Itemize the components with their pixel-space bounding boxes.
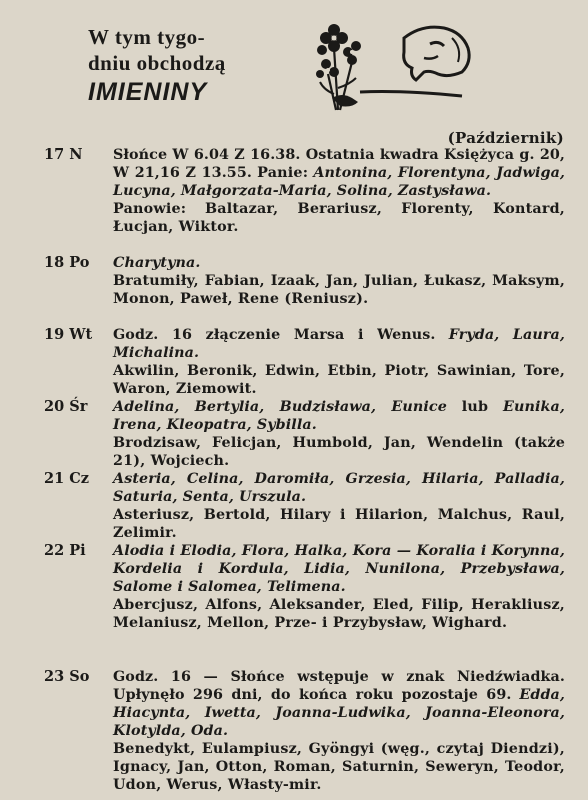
male-names: Abercjusz, Alfons, Aleksander, Eled, Filip, Herakliusz, Melaniusz, Mellon, Prze- i Przybysław, Wighard. — [113, 597, 565, 631]
female-names: Adelina, Bertylia, Budzisława, Eunice — [113, 399, 447, 415]
female-names: Fryda, Laura, Michalina. — [113, 327, 565, 361]
female-names: Asteria, Celina, Daromiła, Grzesia, Hilaria, Palladia, Saturia, Senta, Urszula. — [113, 471, 565, 505]
female-or: lub — [461, 399, 489, 415]
day-label: 22 Pi — [44, 542, 86, 559]
month-label: (Październik) — [447, 129, 564, 147]
day-label: 18 Po — [44, 254, 90, 271]
male-names: Benedykt, Eulampiusz, Gyöngyi (węg., czytaj Diendzi), Ignacy, Jan, Otton, Roman, Saturnin, Seweryn, Teodor, Udon, Werus, Własty-mir. — [113, 741, 565, 793]
female-names: Charytyna. — [113, 255, 201, 271]
female-names: Antonina, Florentyna, Jadwiga, Lucyna, Małgorzata-Maria, Solina, Zastysława. — [113, 165, 566, 199]
male-intro: Panowie: — [113, 201, 187, 217]
day-body — [113, 146, 565, 236]
day-events: Godz. 16 — Słońce wstępuje w znak Niedźwiadka. Upłynęło 296 dni, do końca roku pozostaje 69. — [113, 669, 565, 703]
day-body — [113, 254, 565, 308]
day-label: 19 Wt — [44, 326, 93, 343]
header-line-3: IMIENINY — [88, 78, 208, 106]
male-names: Baltazar, Berariusz, Florenty, Kontard, Łucjan, Wiktor. — [113, 201, 565, 235]
day-body — [113, 326, 565, 398]
header-line-1: W tym tygo- — [88, 25, 206, 49]
day-label: 17 N — [44, 146, 83, 163]
day-label: 23 So — [44, 668, 90, 685]
male-names: Akwilin, Beronik, Edwin, Etbin, Piotr, Sawinian, Tore, Waron, Ziemowit. — [113, 363, 565, 397]
header-line-2: dniu obchodzą — [88, 51, 226, 75]
day-body — [113, 668, 565, 794]
day-label: 21 Cz — [44, 470, 90, 487]
day-body — [113, 398, 565, 470]
day-events: Godz. 16 złączenie Marsa i Wenus. — [113, 327, 436, 343]
female-names: Edda, Hiacynta, Iwetta, Joanna-Ludwika, Joanna-Eleonora, Klotylda, Oda. — [113, 687, 565, 739]
day-body — [113, 470, 565, 542]
day-label: 20 Śr — [44, 398, 88, 415]
day-body — [113, 542, 565, 632]
female-intro: Panie: — [257, 165, 309, 181]
female-names: Alodia i Elodia, Flora, Halka, Kora — Koralia i Korynna, Kordelia i Kordula, Lidia, Nunilona, Przebysława, Salome i Salomea, Telimena. — [113, 543, 565, 595]
male-names: Brodzisaw, Felicjan, Humbold, Jan, Wendelin (także 21), Wojciech. — [113, 435, 565, 469]
female-names-alt: Eunika, Irena, Kleopatra, Sybilla. — [113, 399, 565, 433]
header-title — [88, 24, 268, 106]
day-events: Słońce W 6.04 Z 16.38. Ostatnia kwadra Księżyca g. 20, W 21,16 Z 13.55. — [113, 147, 565, 181]
face-with-flowers-illustration — [312, 18, 482, 114]
male-names: Asteriusz, Bertold, Hilary i Hilarion, Malchus, Raul, Zelimir. — [113, 507, 565, 541]
male-names: Bratumiły, Fabian, Izaak, Jan, Julian, Łukasz, Maksym, Monon, Paweł, Rene (Reniusz). — [113, 273, 565, 307]
